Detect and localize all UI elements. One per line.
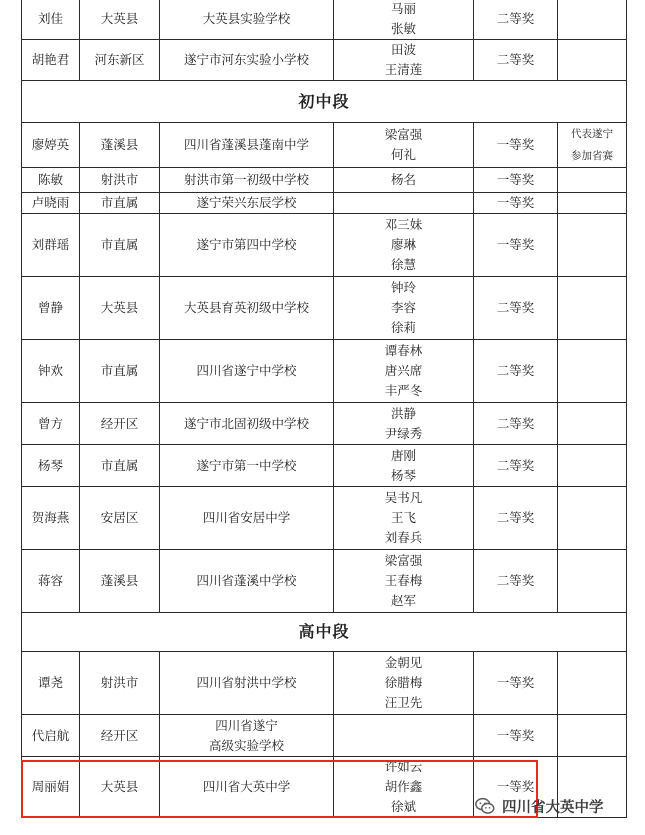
award-cell: 二等奖 [474, 277, 558, 340]
school-cell [160, 123, 334, 168]
award-cell: 一等奖 [474, 168, 558, 193]
teachers-cell [334, 0, 474, 40]
teachers-cell [334, 487, 474, 550]
school-cell [160, 214, 334, 277]
award-cell: 一等奖 [474, 715, 558, 757]
teachers-cell-line: 杨名 [390, 172, 416, 187]
watermark [474, 794, 604, 818]
district-cell: 经开区 [80, 715, 160, 757]
teachers-cell-line: 金朝见 [384, 655, 423, 670]
award-cell: 一等奖 [474, 214, 558, 277]
table-row [22, 403, 627, 445]
teachers-cell [334, 277, 474, 340]
award-cell: 一等奖 [474, 123, 558, 168]
teachers-cell [334, 403, 474, 445]
school-cell [160, 403, 334, 445]
district-cell: 经开区 [80, 403, 160, 445]
teachers-cell-line: 何礼 [390, 147, 416, 162]
name-cell: 周丽娟 [22, 757, 80, 818]
teachers-cell-line: 钟玲 [390, 280, 416, 295]
name-cell: 刘群瑶 [22, 214, 80, 277]
note-cell [558, 123, 627, 168]
teachers-cell-line: 刘春兵 [384, 530, 423, 545]
teachers-cell-line: 唐刚 [390, 447, 416, 463]
district-cell: 市直属 [80, 214, 160, 277]
school-cell-line: 四川省遂宁 [215, 717, 278, 733]
school-cell [160, 0, 334, 40]
district-cell: 射洪市 [80, 652, 160, 715]
teachers-cell [334, 550, 474, 613]
teachers-cell-line: 吴书凡 [384, 490, 423, 505]
award-cell: 二等奖 [474, 550, 558, 613]
name-cell: 廖婷英 [22, 123, 80, 168]
awards-table [21, 0, 627, 818]
teachers-cell [334, 340, 474, 403]
note-cell [558, 445, 627, 487]
school-cell-line: 四川省射洪中学校 [196, 675, 297, 690]
school-cell-line: 遂宁市北固初级中学校 [183, 415, 309, 431]
school-cell [160, 340, 334, 403]
school-cell-line: 遂宁荣兴东辰学校 [196, 195, 297, 210]
school-cell-line: 遂宁市第四中学校 [196, 237, 297, 252]
note-cell [558, 487, 627, 550]
award-cell: 一等奖 [474, 193, 558, 214]
note-cell [558, 403, 627, 445]
teachers-cell-line: 梁富强 [384, 127, 423, 142]
name-cell: 卢晓雨 [22, 193, 80, 214]
teachers-cell-line: 李容 [390, 300, 416, 315]
note-cell [558, 340, 627, 403]
teachers-cell-line: 丰严冬 [384, 383, 423, 398]
wechat-icon [474, 795, 496, 817]
teachers-cell-line: 王飞 [390, 510, 416, 525]
section-title: 高中段 [22, 613, 627, 652]
name-cell: 刘佳 [22, 0, 80, 40]
section-title: 初中段 [22, 81, 627, 123]
note-cell [558, 214, 627, 277]
teachers-cell [334, 40, 474, 81]
note-cell [558, 0, 627, 40]
watermark-text: 四川省大英中学 [502, 799, 604, 816]
district-cell: 蓬溪县 [80, 550, 160, 613]
section-header-row [22, 81, 627, 123]
table-row [22, 277, 627, 340]
note-cell [558, 715, 627, 757]
teachers-cell-line: 许如云 [384, 759, 423, 774]
table-row [22, 40, 627, 81]
name-cell: 陈敏 [22, 168, 80, 193]
teachers-cell [334, 214, 474, 277]
table-row [22, 445, 627, 487]
award-cell: 二等奖 [474, 40, 558, 81]
table-row [22, 715, 627, 757]
table-row [22, 214, 627, 277]
teachers-cell-line: 邓三妹 [384, 217, 423, 232]
name-cell: 曾静 [22, 277, 80, 340]
note-cell [558, 652, 627, 715]
teachers-cell [334, 123, 474, 168]
teachers-cell-line: 马丽 [390, 1, 416, 16]
note-cell [558, 550, 627, 613]
name-cell: 贺海燕 [22, 487, 80, 550]
school-cell-line: 四川省蓬溪县蓬南中学 [183, 137, 309, 152]
district-cell: 市直属 [80, 340, 160, 403]
school-cell-line: 遂宁市河东实验小学校 [183, 52, 309, 67]
school-cell [160, 715, 334, 757]
school-cell-line: 大英县育英初级中学校 [183, 300, 309, 315]
school-cell-line: 高级实验学校 [208, 737, 284, 753]
award-cell: 一等奖 [474, 757, 558, 818]
school-cell [160, 445, 334, 487]
teachers-cell-line: 谭春林 [384, 343, 423, 358]
name-cell: 杨琴 [22, 445, 80, 487]
table-row [22, 487, 627, 550]
teachers-cell-line: 胡作鑫 [384, 779, 423, 794]
district-cell: 蓬溪县 [80, 123, 160, 168]
section-header-row [22, 613, 627, 652]
district-cell: 大英县 [80, 277, 160, 340]
table-row [22, 193, 627, 214]
teachers-cell-line: 汪卫先 [384, 695, 423, 710]
school-cell-line: 四川省安居中学 [202, 510, 291, 525]
school-cell [160, 550, 334, 613]
teachers-cell-line: 田波 [390, 42, 416, 57]
name-cell: 钟欢 [22, 340, 80, 403]
award-cell: 二等奖 [474, 340, 558, 403]
school-cell-line: 遂宁市第一中学校 [196, 457, 297, 473]
teachers-cell [334, 652, 474, 715]
school-cell [160, 193, 334, 214]
note-cell-line: 参加省赛 [571, 150, 613, 162]
award-cell: 二等奖 [474, 0, 558, 40]
table-row [22, 550, 627, 613]
school-cell [160, 40, 334, 81]
teachers-cell-line: 尹绿秀 [384, 425, 423, 441]
teachers-cell-line: 张敏 [390, 21, 416, 36]
school-cell-line: 四川省大英中学 [202, 779, 291, 794]
teachers-cell [334, 193, 474, 214]
teachers-cell [334, 168, 474, 193]
teachers-cell-line: 王春梅 [384, 573, 423, 588]
note-cell [558, 193, 627, 214]
name-cell: 谭尧 [22, 652, 80, 715]
school-cell-line: 射洪市第一初级中学校 [183, 172, 309, 187]
teachers-cell-line: 徐慧 [390, 257, 416, 272]
table-row [22, 340, 627, 403]
school-cell [160, 487, 334, 550]
district-cell: 市直属 [80, 193, 160, 214]
table-row [22, 123, 627, 168]
award-cell: 二等奖 [474, 487, 558, 550]
teachers-cell-line: 杨琴 [390, 467, 416, 483]
school-cell [160, 168, 334, 193]
teachers-cell-line: 王清莲 [384, 62, 423, 77]
school-cell [160, 652, 334, 715]
teachers-cell-line: 徐莉 [390, 320, 416, 335]
teachers-cell-line: 洪静 [390, 405, 416, 421]
school-cell-line: 大英县实验学校 [202, 11, 291, 26]
award-cell: 二等奖 [474, 445, 558, 487]
teachers-cell [334, 757, 474, 818]
district-cell: 河东新区 [80, 40, 160, 81]
name-cell: 曾方 [22, 403, 80, 445]
table-row [22, 652, 627, 715]
school-cell-line: 四川省蓬溪中学校 [196, 573, 297, 588]
district-cell: 安居区 [80, 487, 160, 550]
teachers-cell [334, 445, 474, 487]
name-cell: 蒋容 [22, 550, 80, 613]
district-cell: 大英县 [80, 757, 160, 818]
school-cell [160, 277, 334, 340]
district-cell: 大英县 [80, 0, 160, 40]
table-row [22, 168, 627, 193]
teachers-cell-line: 廖琳 [390, 237, 416, 252]
teachers-cell-line: 徐斌 [390, 799, 416, 814]
district-cell: 射洪市 [80, 168, 160, 193]
district-cell: 市直属 [80, 445, 160, 487]
school-cell-line: 四川省遂宁中学校 [196, 363, 297, 378]
teachers-cell [334, 715, 474, 757]
teachers-cell-line: 唐兴席 [384, 363, 423, 378]
award-cell: 一等奖 [474, 652, 558, 715]
note-cell [558, 277, 627, 340]
note-cell [558, 168, 627, 193]
school-cell [160, 757, 334, 818]
teachers-cell-line: 徐腊梅 [384, 675, 423, 690]
name-cell: 胡艳君 [22, 40, 80, 81]
note-cell [558, 40, 627, 81]
award-cell: 二等奖 [474, 403, 558, 445]
note-cell-line: 代表遂宁 [571, 128, 613, 140]
teachers-cell-line: 梁富强 [384, 553, 423, 568]
table-row [22, 0, 627, 40]
teachers-cell-line: 赵军 [390, 593, 416, 608]
name-cell: 代启航 [22, 715, 80, 757]
